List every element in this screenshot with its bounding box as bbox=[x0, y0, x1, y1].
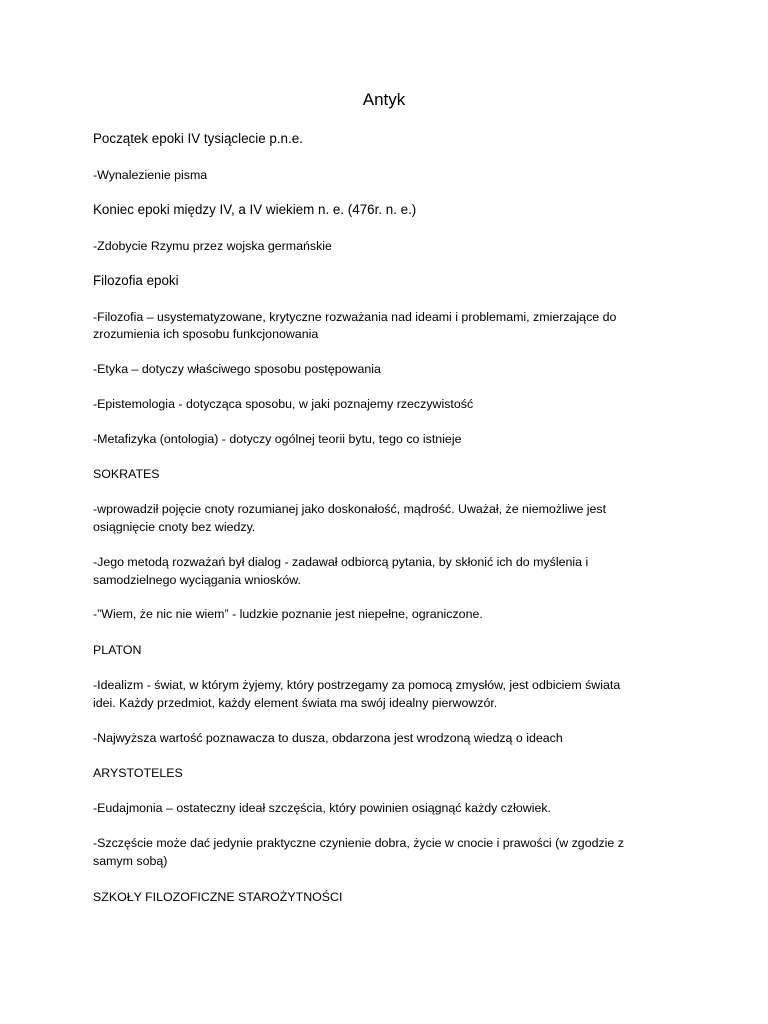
happiness-line-2: samym sobą) bbox=[93, 854, 168, 868]
epoch-start-item: -Wynalezienie pisma bbox=[93, 168, 208, 182]
sokrates-dialog-line-2: samodzielnego wyciągania wniosków. bbox=[93, 573, 302, 587]
schools-heading: SZKOŁY FILOZOFICZNE STAROŻYTNOŚCI bbox=[93, 890, 343, 904]
sokrates-dialog-line-1: -Jego metodą rozważań był dialog - zadawał odbiorcą pytania, by skłonić ich do myślenia i bbox=[93, 555, 589, 569]
platon-heading: PLATON bbox=[93, 643, 142, 657]
epoch-end-heading: Koniec epoki między IV, a IV wiekiem n. e. (476r. n. e.) bbox=[93, 202, 417, 217]
ethics-item: -Etyka – dotyczy właściwego sposobu postępowania bbox=[93, 362, 381, 376]
platon-idealism-line-2: idei. Każdy przedmiot, każdy element świata ma swój idealny pierwowzór. bbox=[93, 696, 498, 710]
page-title: Antyk bbox=[362, 90, 406, 109]
happiness-line-1: -Szczęście może dać jedynie praktyczne czynienie dobra, życie w cnocie i prawości (w zgodzie z bbox=[93, 836, 624, 850]
eudaimonia-item: -Eudajmonia – ostateczny ideał szczęścia, który powinien osiągnąć każdy człowiek. bbox=[93, 801, 551, 815]
epistemology-item: -Epistemologia - dotycząca sposobu, w jaki poznajemy rzeczywistość bbox=[93, 397, 474, 411]
philosophy-definition-line-2: zrozumienia ich sposobu funkcjonowania bbox=[93, 327, 319, 341]
epoch-end-item: -Zdobycie Rzymu przez wojska germańskie bbox=[93, 239, 332, 253]
sokrates-heading: SOKRATES bbox=[93, 467, 160, 481]
sokrates-virtue-line-1: -wprowadził pojęcie cnoty rozumianej jako doskonałość, mądrość. Uważał, że niemożliwe jest bbox=[93, 502, 607, 516]
philosophy-heading: Filozofia epoki bbox=[93, 273, 179, 288]
sokrates-virtue-line-2: osiągnięcie cnoty bez wiedzy. bbox=[93, 520, 256, 534]
sokrates-quote: -”Wiem, że nic nie wiem” - ludzkie poznanie jest niepełne, ograniczone. bbox=[93, 607, 483, 621]
arystoteles-heading: ARYSTOTELES bbox=[93, 766, 183, 780]
epoch-start-heading: Początek epoki IV tysiąclecie p.n.e. bbox=[93, 131, 303, 146]
platon-idealism-line-1: -Idealizm - świat, w którym żyjemy, który postrzegamy za pomocą zmysłów, jest odbiciem świata bbox=[93, 678, 621, 692]
philosophy-definition-line-1: -Filozofia – usystematyzowane, krytyczne rozważania nad ideami i problemami, zmierzające do bbox=[93, 310, 617, 324]
platon-soul-item: -Najwyższa wartość poznawacza to dusza, obdarzona jest wrodzoną wiedzą o ideach bbox=[93, 731, 563, 745]
metaphysics-item: -Metafizyka (ontologia) - dotyczy ogólnej teorii bytu, tego co istnieje bbox=[93, 432, 462, 446]
